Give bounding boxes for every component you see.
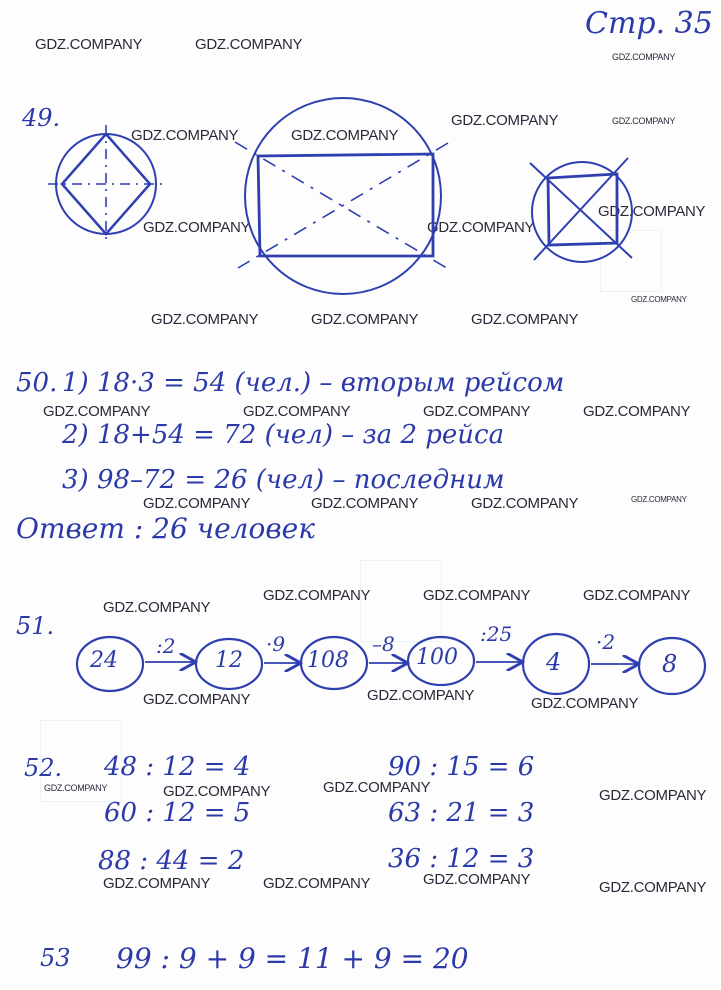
watermark: GDZ.COMPANY bbox=[423, 587, 531, 604]
watermark: GDZ.COMPANY bbox=[44, 783, 108, 793]
task-49-number: 49. bbox=[22, 104, 61, 132]
task-52-number: 52. bbox=[24, 754, 63, 782]
watermark: GDZ.COMPANY bbox=[143, 219, 251, 236]
page-label: Стр. 35 bbox=[585, 6, 713, 41]
task-53-number: 53 bbox=[40, 944, 71, 972]
watermark: GDZ.COMPANY bbox=[195, 36, 303, 53]
chain-value-5: 4 bbox=[546, 648, 562, 676]
watermark: GDZ.COMPANY bbox=[43, 403, 151, 420]
task-50-line-3: 3) 98–72 = 26 (чел) – последним bbox=[62, 465, 505, 495]
task-52-left-1: 48 : 12 = 4 bbox=[104, 752, 251, 782]
watermark: GDZ.COMPANY bbox=[451, 112, 559, 129]
watermark: GDZ.COMPANY bbox=[243, 403, 351, 420]
task-50-line-2: 2) 18+54 = 72 (чел) – за 2 рейса bbox=[62, 420, 505, 450]
watermark: GDZ.COMPANY bbox=[311, 495, 419, 512]
watermark: GDZ.COMPANY bbox=[471, 311, 579, 328]
watermark: GDZ.COMPANY bbox=[471, 495, 579, 512]
task-50-answer: Ответ : 26 человек bbox=[16, 512, 315, 545]
chain-op-2: ·9 bbox=[266, 632, 286, 656]
watermark: GDZ.COMPANY bbox=[423, 871, 531, 888]
watermark: GDZ.COMPANY bbox=[612, 52, 676, 62]
task-52-right-2: 63 : 21 = 3 bbox=[388, 798, 535, 828]
chain-op-4: :25 bbox=[480, 622, 513, 646]
watermark: GDZ.COMPANY bbox=[631, 495, 687, 504]
watermark: GDZ.COMPANY bbox=[323, 779, 431, 796]
watermark: GDZ.COMPANY bbox=[599, 787, 707, 804]
watermark: GDZ.COMPANY bbox=[163, 783, 271, 800]
task-52-right-1: 90 : 15 = 6 bbox=[388, 752, 535, 782]
task-51-number: 51. bbox=[16, 612, 55, 640]
watermark: GDZ.COMPANY bbox=[143, 495, 251, 512]
watermark: GDZ.COMPANY bbox=[612, 116, 676, 126]
watermark: GDZ.COMPANY bbox=[427, 219, 535, 236]
chain-value-2: 12 bbox=[215, 648, 243, 673]
task-53-expression: 99 : 9 + 9 = 11 + 9 = 20 bbox=[116, 942, 469, 975]
watermark: GDZ.COMPANY bbox=[291, 127, 399, 144]
watermark: GDZ.COMPANY bbox=[263, 587, 371, 604]
watermark: GDZ.COMPANY bbox=[583, 587, 691, 604]
watermark: GDZ.COMPANY bbox=[531, 695, 639, 712]
task-52-left-3: 88 : 44 = 2 bbox=[98, 846, 245, 876]
chain-op-3: –8 bbox=[372, 632, 395, 656]
watermark: GDZ.COMPANY bbox=[263, 875, 371, 892]
chain-value-6: 8 bbox=[662, 650, 678, 678]
watermark: GDZ.COMPANY bbox=[103, 599, 211, 616]
watermark: GDZ.COMPANY bbox=[583, 403, 691, 420]
watermark: GDZ.COMPANY bbox=[35, 36, 143, 53]
watermark: GDZ.COMPANY bbox=[143, 691, 251, 708]
task-52-left-2: 60 : 12 = 5 bbox=[104, 798, 251, 828]
watermark: GDZ.COMPANY bbox=[367, 687, 475, 704]
chain-value-3: 108 bbox=[307, 648, 349, 673]
watermark: GDZ.COMPANY bbox=[598, 203, 706, 220]
task-50-line-1: 1) 18·3 = 54 (чел.) – вторым рейсом bbox=[62, 368, 565, 398]
watermark: GDZ.COMPANY bbox=[131, 127, 239, 144]
watermark: GDZ.COMPANY bbox=[423, 403, 531, 420]
watermark: GDZ.COMPANY bbox=[311, 311, 419, 328]
chain-value-4: 100 bbox=[416, 645, 458, 670]
chain-op-5: ·2 bbox=[596, 630, 616, 654]
task-50-number: 50. bbox=[16, 368, 58, 398]
watermark: GDZ.COMPANY bbox=[631, 295, 687, 304]
watermark: GDZ.COMPANY bbox=[599, 879, 707, 896]
watermark: GDZ.COMPANY bbox=[103, 875, 211, 892]
watermark: GDZ.COMPANY bbox=[151, 311, 259, 328]
chain-op-1: :2 bbox=[156, 634, 176, 658]
task-52-right-3: 36 : 12 = 3 bbox=[388, 844, 535, 874]
chain-value-1: 24 bbox=[90, 648, 118, 673]
